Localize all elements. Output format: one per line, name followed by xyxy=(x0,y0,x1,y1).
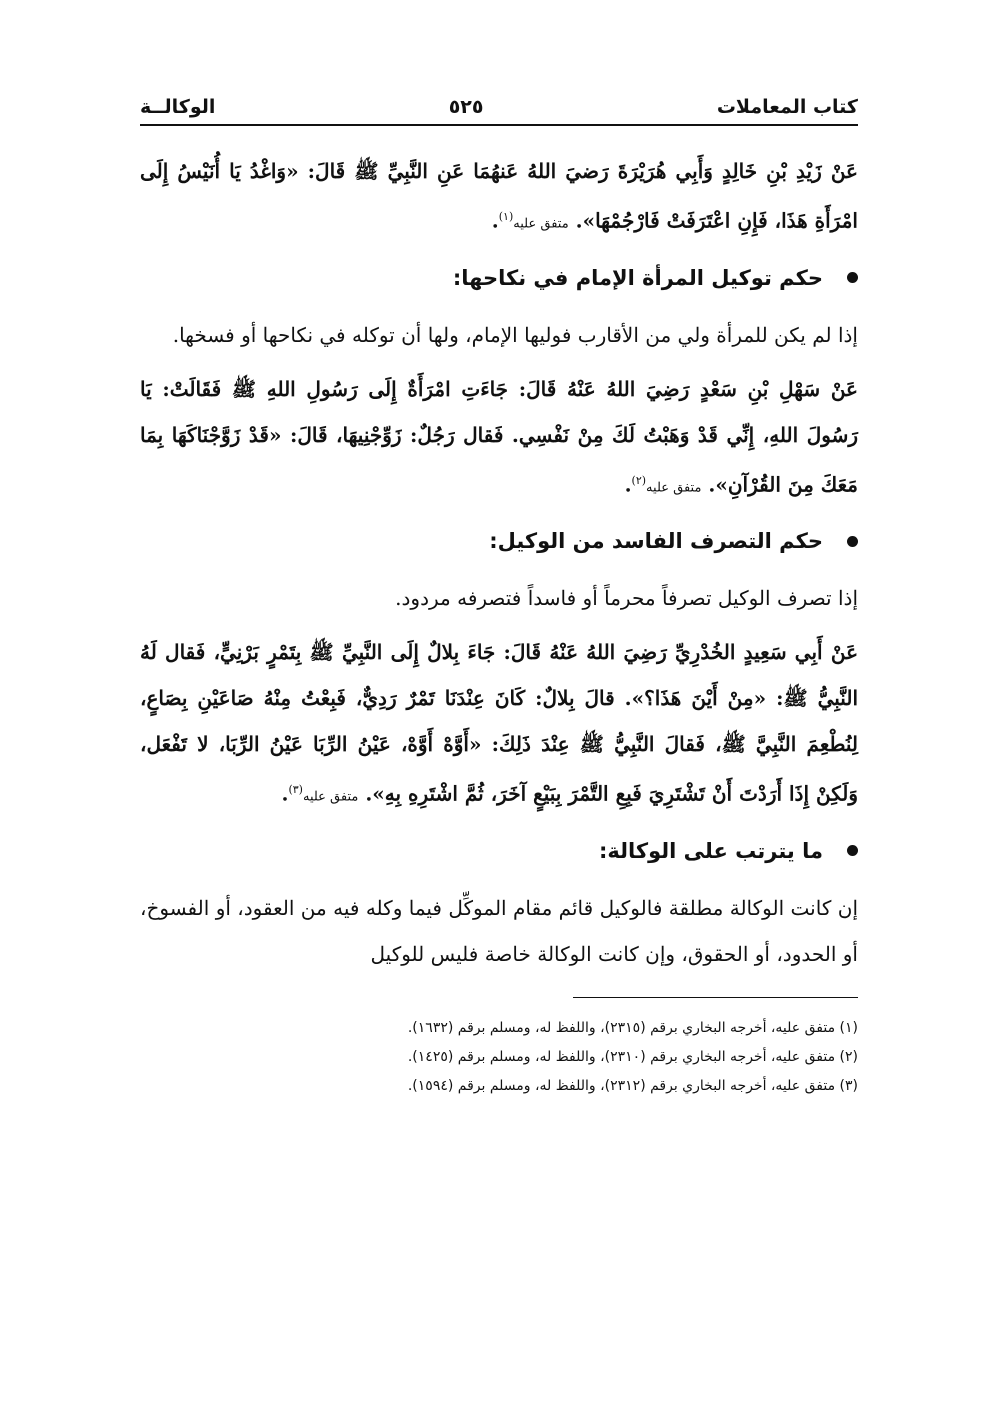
footnote: (٣) متفق عليه، أخرجه البخاري برقم (٢٣١٢)، واللفظ له، ومسلم برقم (١٥٩٤). xyxy=(407,1077,858,1094)
section-heading xyxy=(140,829,858,873)
hadith-text: عَنْ زَيْدِ بْنِ خَالِدٍ وَأَبِي هُرَيْرَةَ رَضيَ اللهُ عَنهُمَا عَنِ النَّبِيِّ ﷺ قَالَ: «وَاغْدُ يَا أُنَيْسُ إِلَى امْرَأَةِ هَذَا، فَإِنِ اعْتَرَفَتْ فَارْجُمْهَا». xyxy=(140,159,858,233)
page xyxy=(140,96,858,1101)
book-title: كتاب المعاملات xyxy=(716,96,858,118)
hadith-paragraph: عَنْ زَيْدِ بْنِ خَالِدٍ وَأَبِي هُرَيْرَةَ رَضيَ اللهُ عَنهُمَا عَنِ النَّبِيِّ ﷺ قَالَ: «وَاغْدُ يَا أُنَيْسُ إِلَى امْرَأَةِ هَذَا، فَإِنِ اعْتَرَفَتْ فَارْجُمْهَا». متفق عليه$^{(١)}$. xyxy=(140,159,858,233)
hadith-source: متفق عليه xyxy=(646,480,702,496)
body-paragraph: إن كانت الوكالة مطلقة فالوكيل قائم مقام الموكِّل فيما وكله فيه من العقود، أو الفسوخ، أو الحدود، أو الحقوق، وإن كانت الوكالة خاصة فليس للوكيل xyxy=(140,895,858,966)
body-paragraph: إذا لم يكن للمرأة ولي من الأقارب فوليها الإمام، ولها أن توكله في نكاحها أو فسخها. xyxy=(172,322,858,347)
hadith-paragraph: عَنْ سَهْلِ بْنِ سَعْدٍ رَضِيَ اللهُ عَنْهُ قَالَ: جَاءَتِ امْرَأَةٌ إِلَى رَسُولِ اللهِ ﷺ فَقَالَتْ: يَا رَسُولَ اللهِ، إِنِّي قَدْ وَهَبْتُ لَكَ مِنْ نَفْسِي. فَقال رَجُلٌ: زَوِّجْنِيهَا، قَالَ: «قَدْ زَوَّجْنَاكَهَا بِمَا مَعَكَ مِنَ القُرْآنِ». متفق عليه$^{(٢)}$. xyxy=(140,376,858,497)
bullet-icon xyxy=(847,845,858,856)
footnote-ref: (٢) xyxy=(631,473,647,487)
header-divider xyxy=(140,124,858,126)
hadith-paragraph: عَنْ أَبِي سَعِيدٍ الخُدْرِيِّ رَضِيَ اللهُ عَنْهُ قَالَ: جَاءَ بِلالٌ إِلَى النَّبِيِّ ﷺ بِتَمْرٍ بَرْنِيٍّ، فَقال لَهُ النَّبِيُّ ﷺ: «مِنْ أَيْنَ هَذَا؟». قالَ بِلالٌ: كَانَ عِنْدَنَا تَمْرٌ رَدِيٌّ، فَبِعْتُ مِنْهُ صَاعَيْنِ بِصَاعٍ، لِنُطْعِمَ النَّبِيَّ ﷺ، فَقالَ النَّبِيُّ ﷺ عِنْدَ ذَلِكَ: «أَوَّهْ أَوَّهْ، عَيْنُ الرِّبَا عَيْنُ الرِّبَا، لا تَفْعَل، وَلَكِنْ إِذَا أَرَدْتَ أَنْ تَشْتَرِيَ فَبِعِ التَّمْرَ بِبَيْعٍ آخَرَ، ثُمَّ اشْتَرِهِ بِهِ». متفق عليه$^{(٣)}$. xyxy=(140,640,858,806)
section-heading xyxy=(140,256,858,300)
section-heading-text: حكم توكيل المرأة الإمام في نكاحها: xyxy=(452,265,823,290)
body-paragraph: إذا تصرف الوكيل تصرفاً محرماً أو فاسداً فتصرفه مردود. xyxy=(395,586,858,611)
page-number: ٥٢٥ xyxy=(448,96,484,118)
footnote-ref: (٣) xyxy=(288,783,303,797)
section-heading-text: ما يترتب على الوكالة: xyxy=(599,838,823,863)
hadith-source: متفق عليه xyxy=(513,216,569,232)
footnote: (٢) متفق عليه، أخرجه البخاري برقم (٢٣١٠)، واللفظ له، ومسلم برقم (١٤٢٥). xyxy=(407,1048,858,1065)
section-heading xyxy=(140,519,858,563)
footnote-ref: (١) xyxy=(498,210,514,223)
bullet-icon xyxy=(847,536,858,547)
hadith-text: عَنْ سَهْلِ بْنِ سَعْدٍ رَضِيَ اللهُ عَنْهُ قَالَ: جَاءَتِ امْرَأَةٌ إِلَى رَسُولِ اللهِ ﷺ فَقَالَتْ: يَا رَسُولَ اللهِ، إِنِّي قَدْ وَهَبْتُ لَكَ مِنْ نَفْسِي. فَقال رَجُلٌ: زَوِّجْنِيهَا، قَالَ: «قَدْ زَوَّجْنَاكَهَا بِمَا مَعَكَ مِنَ القُرْآنِ». xyxy=(140,376,858,497)
section-heading-text: حكم التصرف الفاسد من الوكيل: xyxy=(489,529,823,554)
hadith-source: متفق عليه xyxy=(302,789,359,805)
hadith-text: عَنْ أَبِي سَعِيدٍ الخُدْرِيِّ رَضِيَ اللهُ عَنْهُ قَالَ: جَاءَ بِلالٌ إِلَى النَّبِيِّ ﷺ بِتَمْرٍ بَرْنِيٍّ، فَقال لَهُ النَّبِيُّ ﷺ: «مِنْ أَيْنَ هَذَا؟». قالَ بِلالٌ: كَانَ عِنْدَنَا تَمْرٌ رَدِيٌّ، فَبِعْتُ مِنْهُ صَاعَيْنِ بِصَاعٍ، لِنُطْعِمَ النَّبِيَّ ﷺ، فَقالَ النَّبِيُّ ﷺ عِنْدَ ذَلِكَ: «أَوَّهْ أَوَّهْ، عَيْنُ الرِّبَا عَيْنُ الرِّبَا، لا تَفْعَل، وَلَكِنْ إِذَا أَرَدْتَ أَنْ تَشْتَرِيَ فَبِعِ التَّمْرَ بِبَيْعٍ آخَرَ، ثُمَّ اشْتَرِهِ بِهِ». xyxy=(140,640,858,806)
bullet-icon xyxy=(847,272,858,283)
footnote-divider xyxy=(573,997,858,998)
chapter-title: الوكالــة xyxy=(140,96,216,118)
footnote: (١) متفق عليه، أخرجه البخاري برقم (٢٣١٥)، واللفظ له، ومسلم برقم (١٦٣٢). xyxy=(407,1019,858,1036)
running-header xyxy=(140,96,858,124)
